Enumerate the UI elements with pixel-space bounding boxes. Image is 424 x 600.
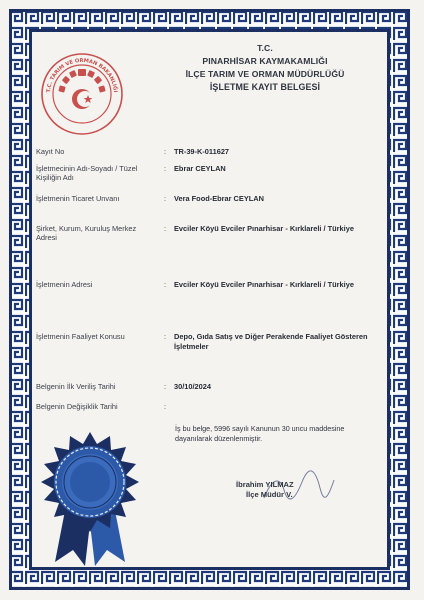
rosette-ribbon-icon <box>27 428 153 568</box>
field-colon: : <box>164 224 167 233</box>
signatory-title: İlçe Müdür V. <box>246 490 293 499</box>
field-value: TR-39-K-011627 <box>174 147 230 156</box>
field-colon: : <box>164 402 167 411</box>
field-label: İşletmenin Faaliyet Konusu <box>36 332 125 341</box>
field-label: İşletmenin Ticaret Unvanı <box>36 194 120 203</box>
document-header <box>150 42 380 94</box>
field-value: Vera Food-Ebrar CEYLAN <box>174 194 264 203</box>
field-value: Depo, Gıda Satış ve Diğer Perakende Faaliyet Gösteren İşletmeler <box>174 332 368 351</box>
ministry-seal-icon <box>40 52 124 136</box>
signatory-block <box>236 480 294 500</box>
header-line-tc: T.C. <box>257 43 273 53</box>
seal-arc-text: T.C. TARIM VE ORMAN BAKANLIĞI <box>46 57 118 93</box>
field-value: 30/10/2024 <box>174 382 211 391</box>
field-label: İşletmenin Adresi <box>36 280 93 289</box>
field-colon: : <box>164 147 167 156</box>
field-value: Evciler Köyü Evciler Pınarhisar - Kırklareli / Türkiye <box>174 280 354 289</box>
legal-note: İş bu belge, 5996 sayılı Kanunun 30 uncu maddesine dayanılarak düzenlenmiştir. <box>175 424 345 443</box>
field-colon: : <box>164 280 167 289</box>
field-colon: : <box>164 332 167 341</box>
signatory-name: İbrahim YILMAZ <box>236 480 294 489</box>
document-title: İŞLETME KAYIT BELGESİ <box>209 82 321 92</box>
header-line-directorate: İLÇE TARIM VE ORMAN MÜDÜRLÜĞÜ <box>185 69 345 79</box>
field-value: Evciler Köyü Evciler Pınarhisar - Kırklareli / Türkiye <box>174 224 354 233</box>
field-colon: : <box>164 382 167 391</box>
field-colon: : <box>164 194 167 203</box>
field-colon: : <box>164 164 167 173</box>
field-label: Belgenin Değişiklik Tarihi <box>36 402 118 411</box>
field-label: İşletmecinin Adı-Soyadı / Tüzel Kişiliğin Adı <box>36 164 138 183</box>
header-line-district: PINARHİSAR KAYMAKAMLIĞI <box>202 56 328 66</box>
field-label: Kayıt No <box>36 147 65 156</box>
field-value: Ebrar CEYLAN <box>174 164 226 173</box>
field-label: Belgenin İlk Veriliş Tarihi <box>36 382 116 391</box>
field-label: Şirket, Kurum, Kuruluş Merkez Adresi <box>36 224 137 243</box>
